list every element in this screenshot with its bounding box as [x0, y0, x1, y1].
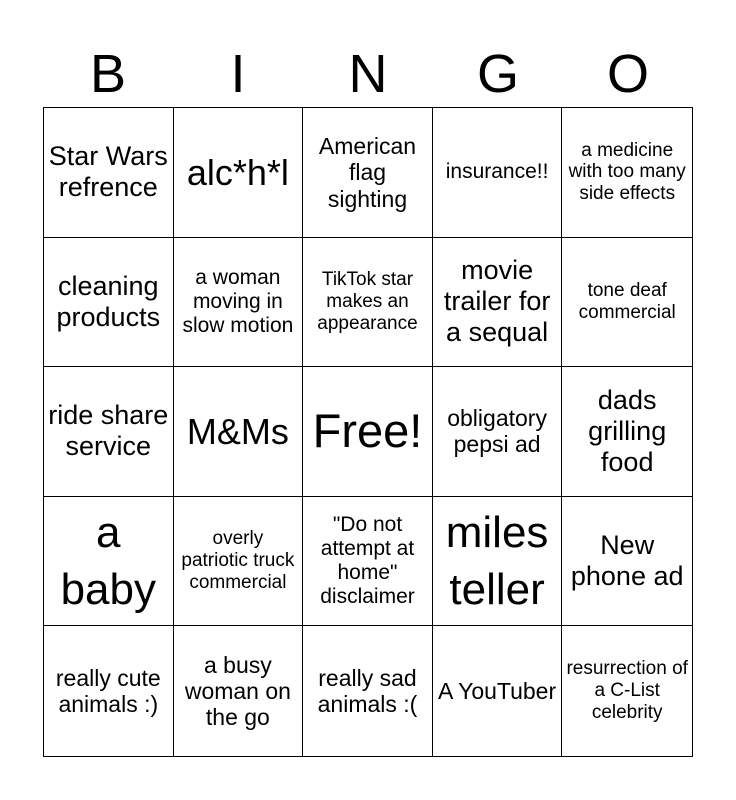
header-letter-b: B — [89, 44, 127, 104]
bingo-cell[interactable]: movie trailer for a sequal — [433, 238, 563, 368]
bingo-cell[interactable]: a baby — [44, 497, 174, 627]
bingo-cell[interactable]: miles teller — [433, 497, 563, 627]
bingo-cell[interactable]: cleaning products — [44, 238, 174, 368]
header-letter-g: G — [476, 44, 519, 104]
bingo-cell[interactable]: alc*h*l — [174, 108, 304, 238]
bingo-cell[interactable]: American flag sighting — [303, 108, 433, 238]
header-letter-o: O — [606, 44, 649, 104]
bingo-cell[interactable]: dads grilling food — [562, 367, 692, 497]
free-space[interactable]: Free! — [303, 367, 433, 497]
bingo-cell[interactable]: M&Ms — [174, 367, 304, 497]
bingo-header — [43, 40, 693, 108]
bingo-cell[interactable]: a woman moving in slow motion — [174, 238, 304, 368]
bingo-cell[interactable]: A YouTuber — [433, 626, 563, 756]
bingo-cell[interactable]: New phone ad — [562, 497, 692, 627]
bingo-cell[interactable]: a busy woman on the go — [174, 626, 304, 756]
bingo-cell[interactable]: "Do not attempt at home" disclaimer — [303, 497, 433, 627]
bingo-cell[interactable]: ride share service — [44, 367, 174, 497]
bingo-cell[interactable]: a medicine with too many side effects — [562, 108, 692, 238]
header-letter-n: N — [348, 44, 388, 104]
bingo-cell[interactable]: really cute animals :) — [44, 626, 174, 756]
bingo-cell[interactable]: insurance!! — [433, 108, 563, 238]
bingo-board — [43, 107, 693, 757]
bingo-cell[interactable]: really sad animals :( — [303, 626, 433, 756]
bingo-cell[interactable]: resurrection of a C-List celebrity — [566, 658, 688, 724]
header-letter-i: I — [230, 44, 246, 104]
bingo-cell[interactable]: TikTok star makes an appearance — [303, 238, 433, 368]
bingo-cell[interactable]: tone deaf commercial — [562, 238, 692, 368]
bingo-cell[interactable]: obligatory pepsi ad — [433, 367, 563, 497]
bingo-cell[interactable]: Star Wars refrence — [44, 108, 174, 238]
bingo-cell[interactable]: overly patriotic truck commercial — [174, 497, 304, 627]
